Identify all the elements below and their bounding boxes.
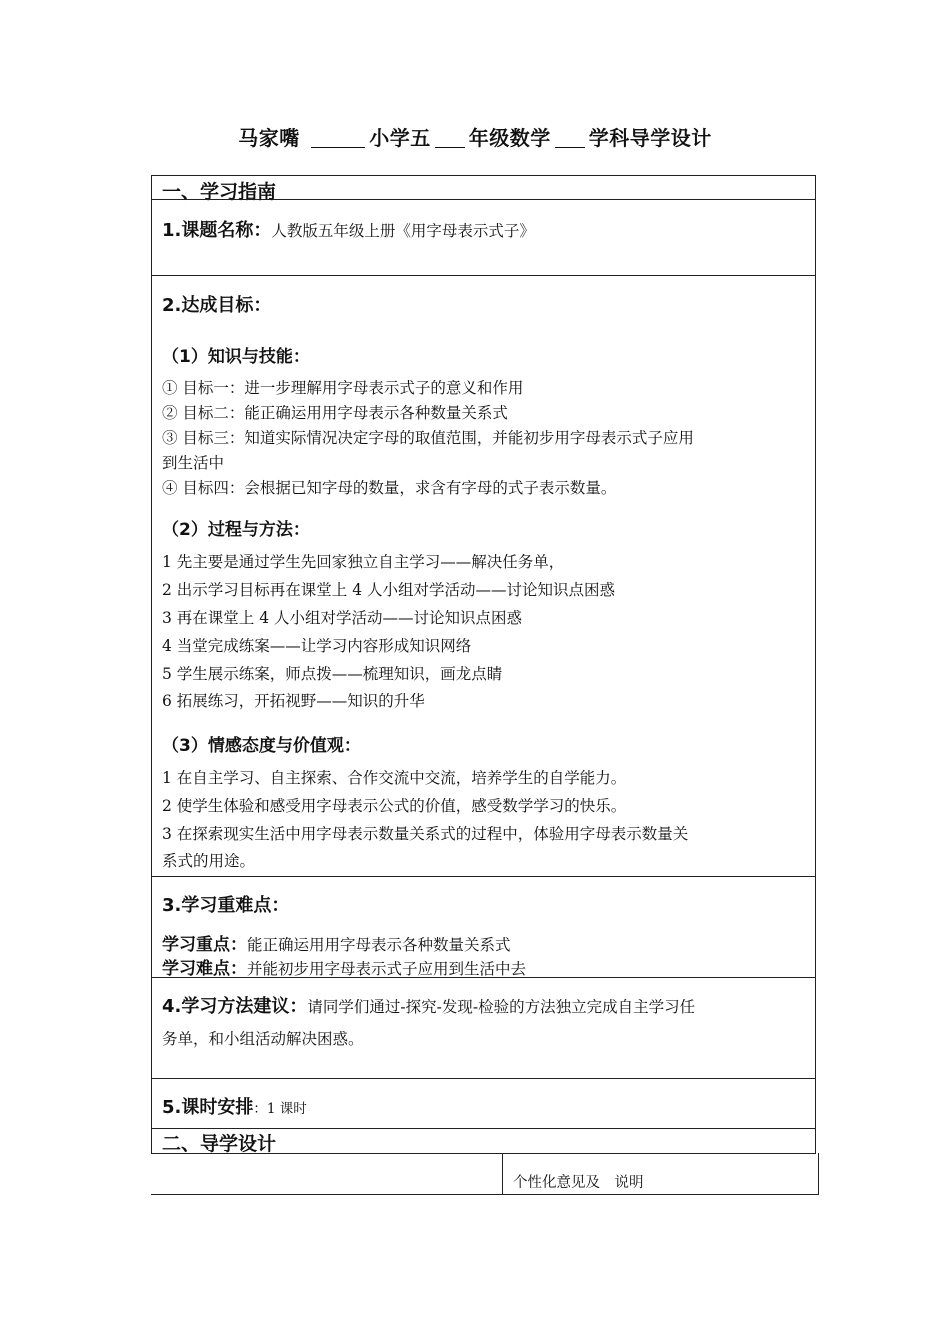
process-item: 1 先主要是通过学生先回家独立自主学习——解决任务单，: [162, 553, 565, 571]
notes-cell: [502, 1153, 819, 1195]
guide-table: [151, 175, 816, 1154]
emotion-item: 3 在探索现实生活中用字母表示数量关系式的过程中，体验用字母表示数量关: [162, 825, 689, 843]
goals-row: [162, 291, 271, 317]
title-part4: 学科导学设计: [588, 126, 712, 150]
focus-value: 能正确运用用字母表示各种数量关系式: [247, 936, 511, 954]
section1-heading: 一、学习指南: [162, 181, 277, 203]
method-line1: 请同学们通过-探究-发现-检验的方法独立完成自主学习任: [307, 998, 696, 1016]
process-item: 3 再在课堂上 4 人小组对学活动——讨论知识点困惑: [162, 609, 523, 627]
method-row: [162, 992, 695, 1018]
keypoints-label: 3.学习重难点：: [162, 895, 290, 916]
divider: [152, 199, 815, 200]
knowledge-heading: （1）知识与技能：: [162, 347, 310, 367]
title-part2: 小学五: [369, 126, 431, 150]
goals-label: 2.达成目标：: [162, 295, 272, 316]
schedule-value: ：1 课时: [253, 1101, 307, 1117]
focus-row: [162, 930, 511, 955]
emotion-item: 系式的用途。: [162, 852, 256, 870]
process-item: 2 出示学习目标再在课堂上 4 人小组对学活动——讨论知识点困惑: [162, 581, 616, 599]
divider: [152, 1078, 815, 1079]
emotion-item: 2 使学生体验和感受用字母表示公式的价值，感受数学学习的快乐。: [162, 797, 627, 815]
process-item: 4 当堂完成练案——让学习内容形成知识网络: [162, 637, 472, 655]
title-blank-2: [435, 129, 465, 148]
title-part3: 年级数学: [468, 126, 551, 150]
process-heading: （2）过程与方法：: [162, 520, 310, 540]
divider: [152, 977, 815, 978]
difficulty-value: 并能初步用字母表示式子应用到生活中去: [247, 960, 527, 978]
method-label: 4.学习方法建议：: [162, 996, 308, 1017]
divider: [151, 1194, 502, 1195]
design-header-row: [151, 1153, 818, 1195]
method-line2: 务单，和小组活动解决困惑。: [162, 1030, 364, 1048]
divider: [152, 275, 815, 276]
difficulty-label: 学习难点：: [162, 959, 247, 979]
emotion-heading: （3）情感态度与价值观：: [162, 736, 361, 756]
topic-value: 人教版五年级上册《用字母表示式子》: [271, 222, 535, 240]
title-school: 马家嘴: [238, 126, 300, 150]
knowledge-item: ① 目标一：进一步理解用字母表示式子的意义和作用: [162, 379, 524, 397]
process-item: 5 学生展示练案，师点拨——梳理知识，画龙点睛: [162, 665, 503, 683]
knowledge-item: ④ 目标四：会根据已知字母的数量，求含有字母的式子表示数量。: [162, 479, 617, 497]
process-item: 6 拓展练习，开拓视野——知识的升华: [162, 692, 425, 710]
divider: [152, 876, 815, 877]
keypoints-row: [162, 891, 289, 917]
emotion-item: 1 在自主学习、自主探索、合作交流中交流，培养学生的自学能力。: [162, 769, 627, 787]
notes-label: 个性化意见及 说明: [513, 1175, 644, 1191]
title-blank-1: [311, 129, 365, 148]
schedule-row: [162, 1093, 307, 1119]
topic-label: 1.课题名称：: [162, 220, 272, 241]
difficulty-row: [162, 954, 526, 979]
knowledge-item: ③ 目标三：知道实际情况决定字母的取值范围，并能初步用字母表示式子应用: [162, 429, 694, 447]
schedule-label: 5.课时安排: [162, 1097, 254, 1118]
knowledge-item: ② 目标二：能正确运用用字母表示各种数量关系式: [162, 404, 508, 422]
focus-label: 学习重点：: [162, 935, 247, 955]
title-blank-3: [555, 129, 585, 148]
page-title: [0, 122, 950, 151]
section2-heading: 二、导学设计: [162, 1133, 277, 1155]
topic-row: [162, 216, 535, 242]
knowledge-item: 到生活中: [162, 454, 225, 472]
